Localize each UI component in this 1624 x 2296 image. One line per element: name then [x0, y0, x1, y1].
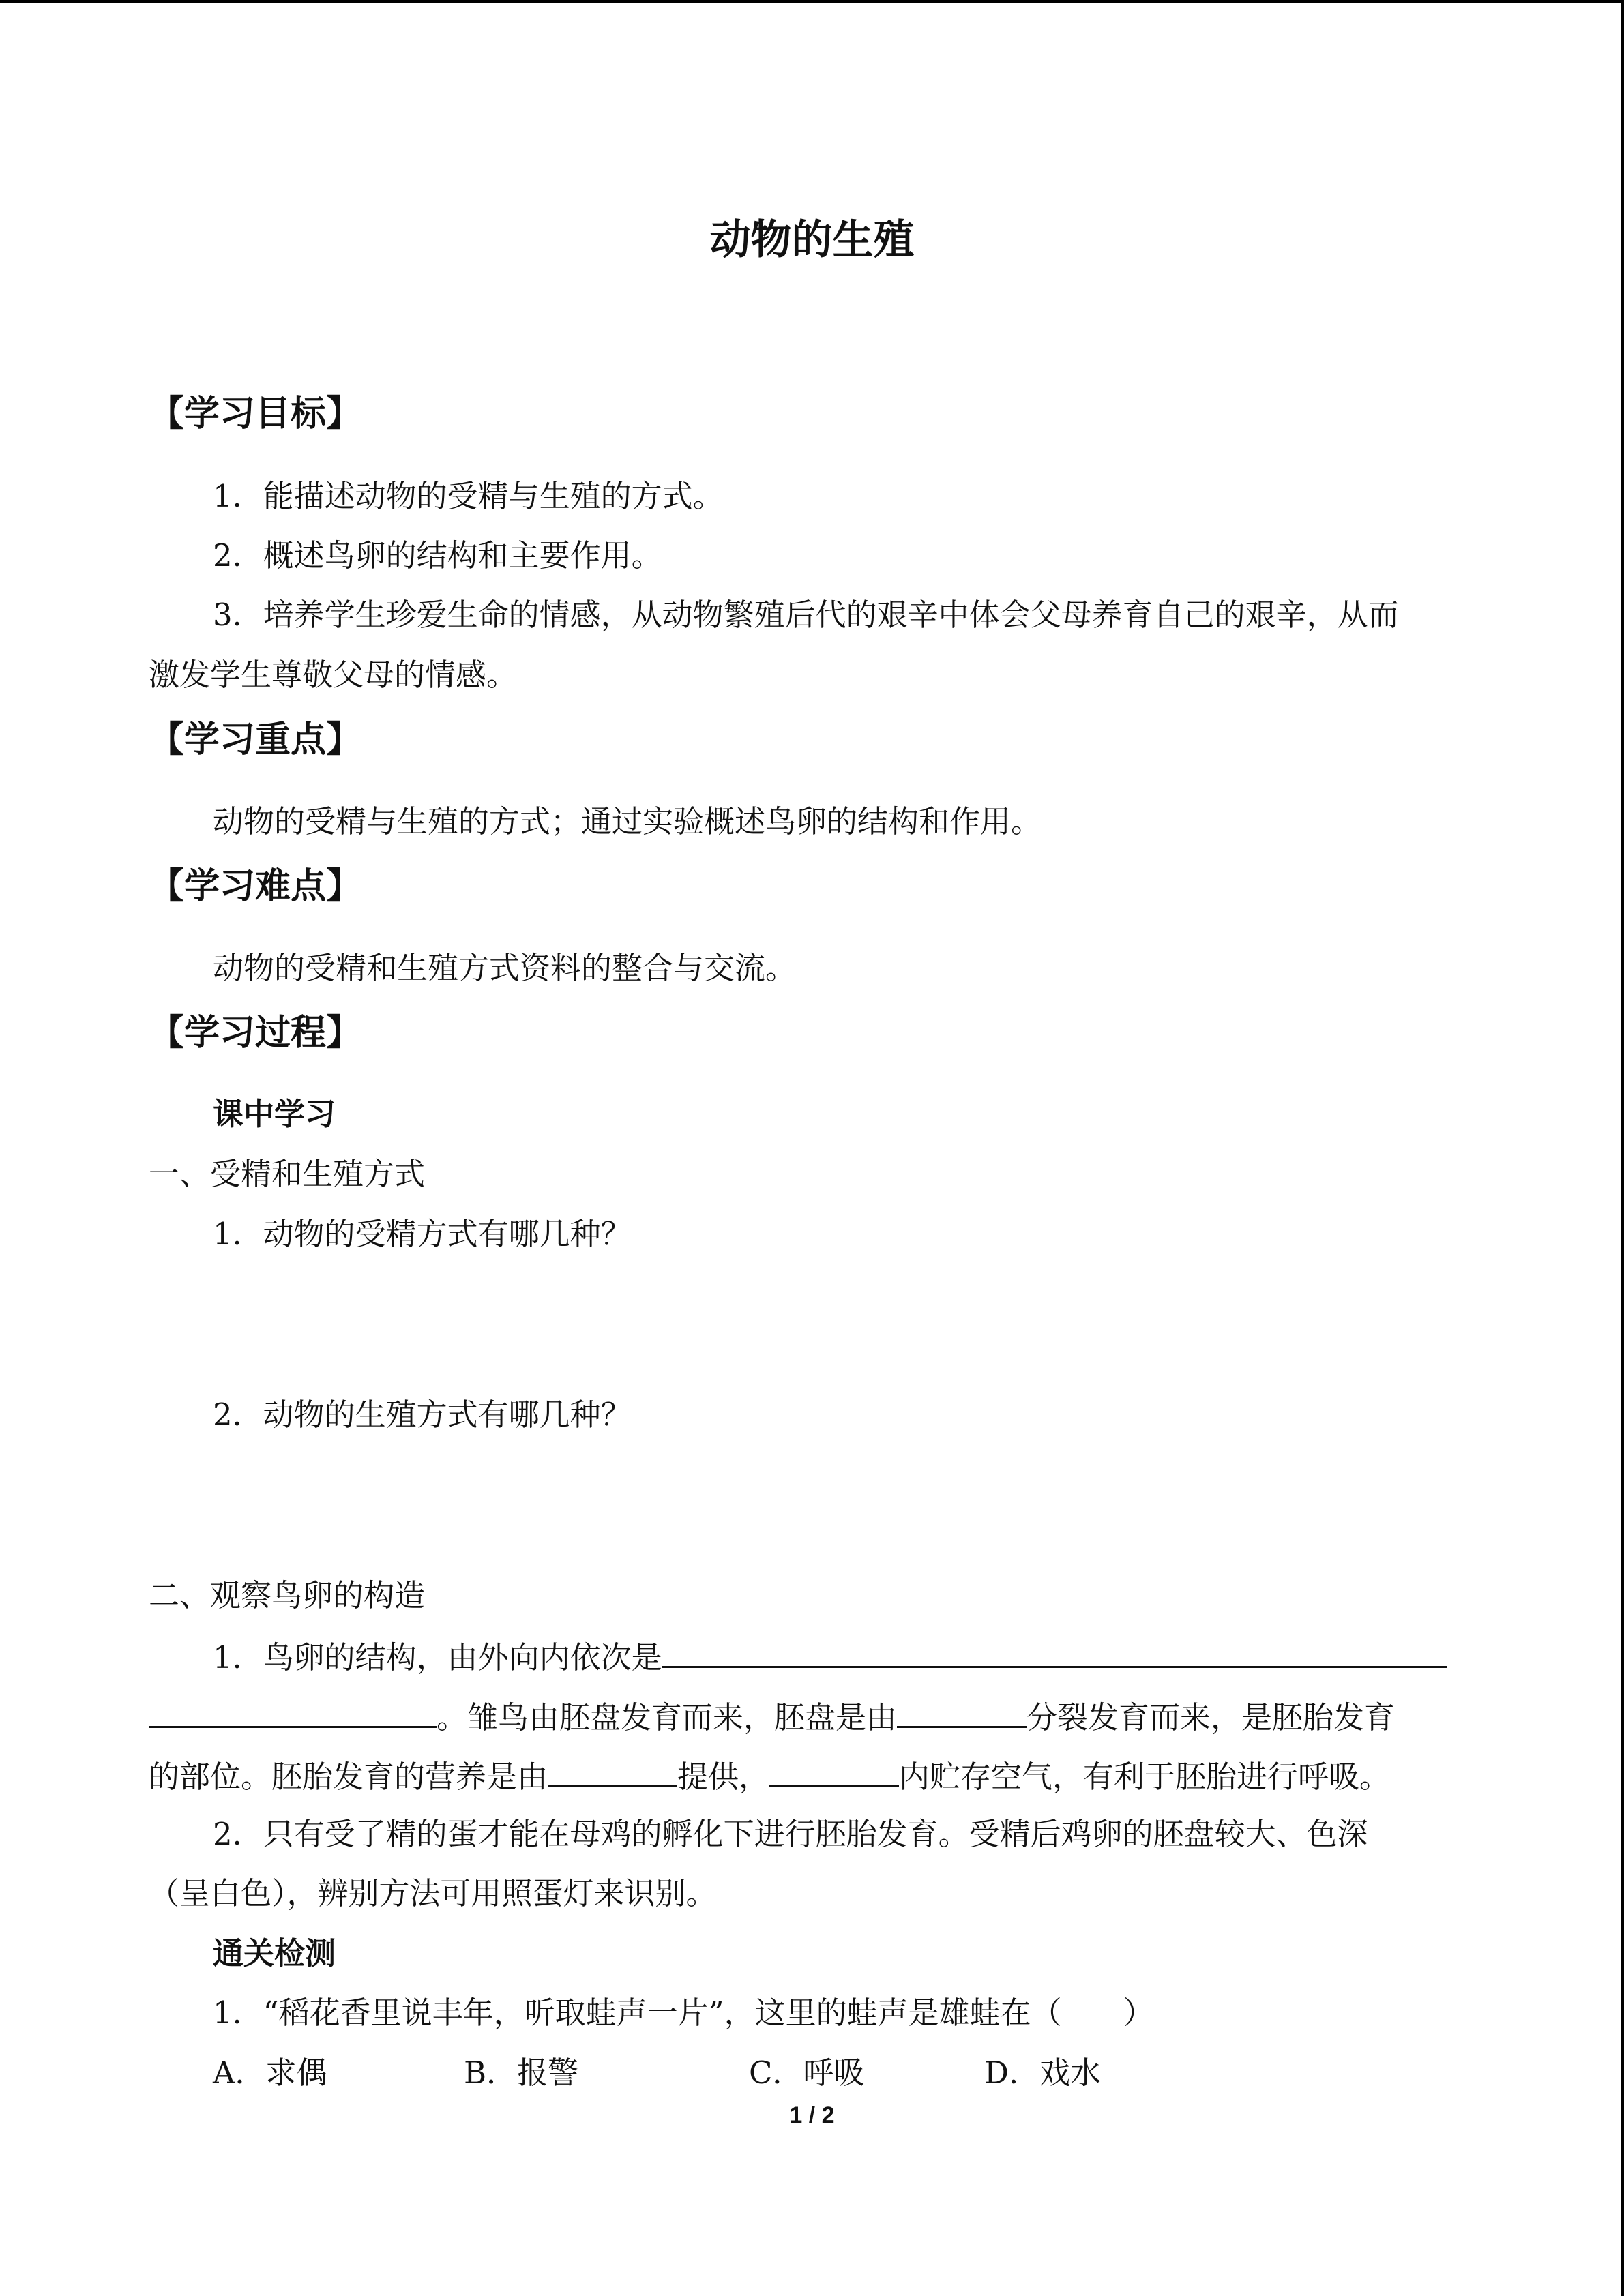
part2-line-3b: 提供， [677, 1759, 770, 1795]
heading-process: 【学习过程】 [149, 1012, 362, 1054]
part2-line-1-text: 1．鸟卵的结构，由外向内依次是 [213, 1639, 662, 1675]
part2-line-3 [149, 1754, 1390, 1798]
objective-3-cont: 激发学生尊敬父母的情感。 [149, 657, 518, 693]
check-question-1: 1．“稻花香里说丰年，听取蛙声一片”，这里的蛙声是雄蛙在（ ） [213, 1995, 1154, 2031]
objective-1: 1．能描述动物的受精与生殖的方式。 [213, 478, 724, 514]
heading-objectives: 【学习目标】 [149, 393, 362, 434]
heading-difficulties: 【学习难点】 [149, 865, 362, 907]
heading-key-points: 【学习重点】 [149, 719, 362, 760]
page-number: 1 / 2 [789, 2102, 835, 2128]
key-points-text: 动物的受精与生殖的方式；通过实验概述鸟卵的结构和作用。 [213, 803, 1042, 839]
objective-3: 3．培养学生珍爱生命的情感，从动物繁殖后代的艰辛中体会父母养育自己的艰辛，从而 [213, 597, 1399, 633]
part2-line-2a: 。雏鸟由胚盘发育而来，胚盘是由 [437, 1699, 898, 1735]
page-right-border [1621, 0, 1624, 2296]
fill-blank-egg-structure-cont[interactable] [149, 1695, 437, 1728]
part1-title: 一、受精和生殖方式 [149, 1156, 426, 1192]
part2-line-3a: 的部位。胚胎发育的营养是由 [149, 1759, 548, 1795]
page-top-border [0, 0, 1624, 3]
objective-2: 2．概述鸟卵的结构和主要作用。 [213, 537, 662, 573]
part1-question-1: 1．动物的受精方式有哪几种？ [213, 1216, 632, 1252]
part1-question-2: 2．动物的生殖方式有哪几种？ [213, 1397, 632, 1433]
fill-blank-germinal-disc-origin[interactable] [897, 1695, 1027, 1728]
fill-blank-air-chamber[interactable] [769, 1754, 899, 1787]
option-c[interactable]: C．呼吸 [749, 2055, 865, 2091]
part2-line-1 [213, 1635, 1447, 1678]
fill-blank-egg-structure[interactable] [662, 1635, 1447, 1668]
part2-title: 二、观察鸟卵的构造 [149, 1577, 426, 1613]
part2-line-5: （呈白色），辨别方法可用照蛋灯来识别。 [149, 1875, 717, 1911]
part2-line-3c: 内贮存空气，有利于胚胎进行呼吸。 [899, 1759, 1391, 1795]
option-b[interactable]: B．报警 [464, 2055, 579, 2091]
part2-line-4: 2．只有受了精的蛋才能在母鸡的孵化下进行胚胎发育。受精后鸡卵的胚盘较大、色深 [213, 1816, 1368, 1852]
difficulties-text: 动物的受精和生殖方式资料的整合与交流。 [213, 950, 797, 986]
option-a[interactable]: A．求偶 [213, 2055, 327, 2091]
part2-line-2b: 分裂发育而来，是胚胎发育 [1027, 1699, 1396, 1735]
option-d[interactable]: D．戏水 [984, 2055, 1102, 2091]
part2-line-2 [149, 1695, 1395, 1738]
fill-blank-nutrition-source[interactable] [548, 1754, 677, 1787]
heading-check: 通关检测 [213, 1935, 336, 1971]
page-title: 动物的生殖 [709, 216, 915, 264]
subheading-in-class: 课中学习 [213, 1096, 336, 1132]
